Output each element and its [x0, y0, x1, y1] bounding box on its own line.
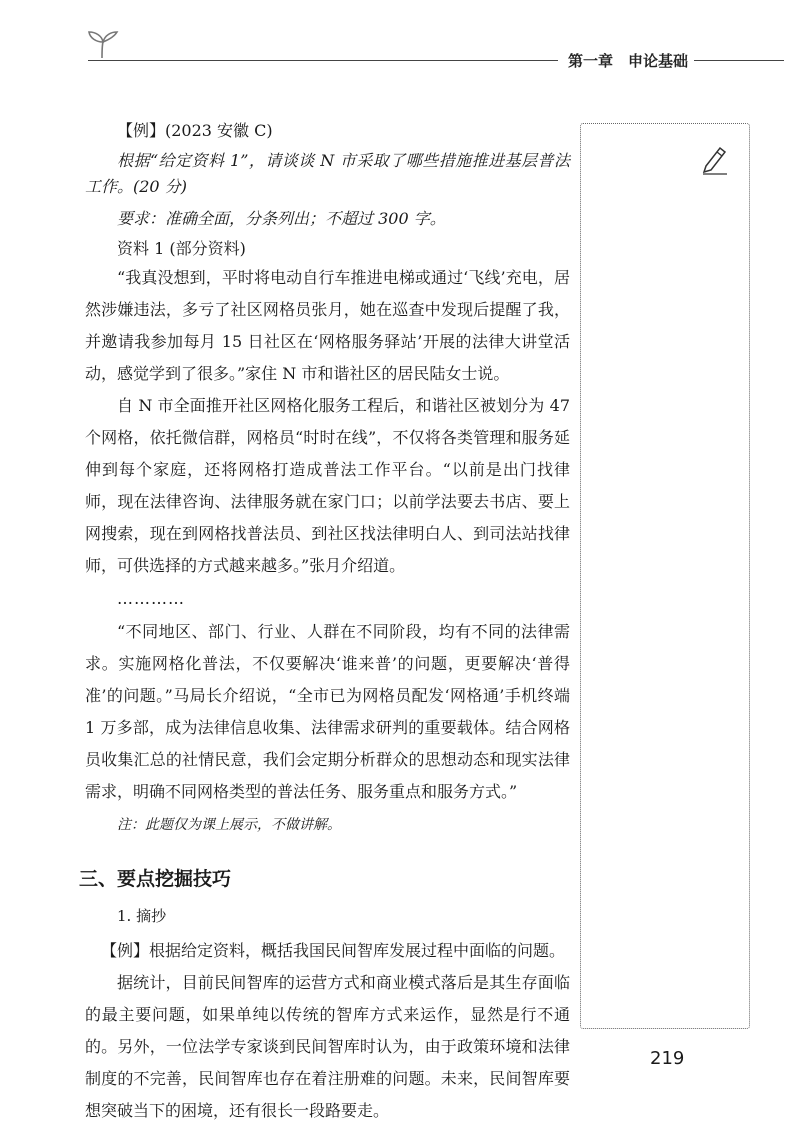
header-rule-left — [88, 60, 558, 61]
page-number: 219 — [650, 1048, 685, 1069]
example-paragraph: 据统计，目前民间智库的运营方式和商业模式落后是其生存面临的最主要问题，如果单纯以传统的智库方式来运作，显然是行不通的。另外，一位法学专家谈到民间智库时认为，由于政策环境和法律制度的不完善，民间智库也存在着注册难的问题。未来，民间智库要想突破当下的困境，还有很长一段路要走。 — [85, 973, 570, 1120]
example-question: 【例】根据给定资料，概括我国民间智库发展过程中面临的问题。 — [101, 941, 566, 960]
note-text: 注：此题仅为课上展示，不做讲解。 — [117, 817, 341, 833]
requirement-text: 要求：准确全面，分条列出；不超过 300 字。 — [117, 209, 446, 228]
example-tag: 【例】(2023 安徽 C) — [117, 121, 273, 140]
chapter-title: 第一章 申论基础 — [568, 52, 689, 70]
subsection-heading: 1. 摘抄 — [117, 907, 167, 925]
material-title: 资料 1 (部分资料) — [117, 239, 246, 258]
material-paragraph: “我真没想到，平时将电动自行车推进电梯或通过‘飞线’充电，居然涉嫌违法，多亏了社区网格员张月，她在巡查中发现后提醒了我，并邀请我参加每月 15 日社区在‘网格服务驿站’开展的法律大讲堂活动，感觉学到了很多。”家住 N 市和谐社区的居民陆女士说。 — [85, 268, 570, 383]
notes-margin-box — [580, 123, 750, 1029]
pencil-icon — [700, 142, 730, 176]
question-text: 根据“给定资料 1”，请谈谈 N 市采取了哪些措施推进基层普法工作。(20 分) — [85, 151, 570, 196]
leaf-icon — [86, 30, 120, 60]
header-rule-right — [694, 60, 784, 61]
ellipsis: ………… — [117, 589, 185, 608]
main-content — [79, 118, 570, 1127]
material-paragraph: “不同地区、部门、行业、人群在不同阶段，均有不同的法律需求。实施网格化普法，不仅要解决‘谁来普’的问题，更要解决‘普得准’的问题。”马局长介绍说，“全市已为网格员配发‘网格通’手机终端 1 万多部，成为法律信息收集、法律需求研判的重要载体。结合网格员收集汇总的社情民意，我们会定期分析群众的思想动态和现实法律需求，明确不同网格类型的普法任务、服务重点和服务方式。” — [85, 622, 570, 801]
section-heading: 三、要点挖掘技巧 — [79, 868, 232, 890]
material-paragraph: 自 N 市全面推开社区网格化服务工程后，和谐社区被划分为 47 个网格，依托微信群，网格员“时时在线”，不仅将各类管理和服务延伸到每个家庭，还将网格打造成普法工作平台。“以前是出门找律师，现在法律咨询、法律服务就在家门口；以前学法要去书店、要上网搜索，现在到网格找普法员、到社区找法律明白人、到司法站找律师，可供选择的方式越来越多。”张月介绍道。 — [85, 396, 570, 575]
